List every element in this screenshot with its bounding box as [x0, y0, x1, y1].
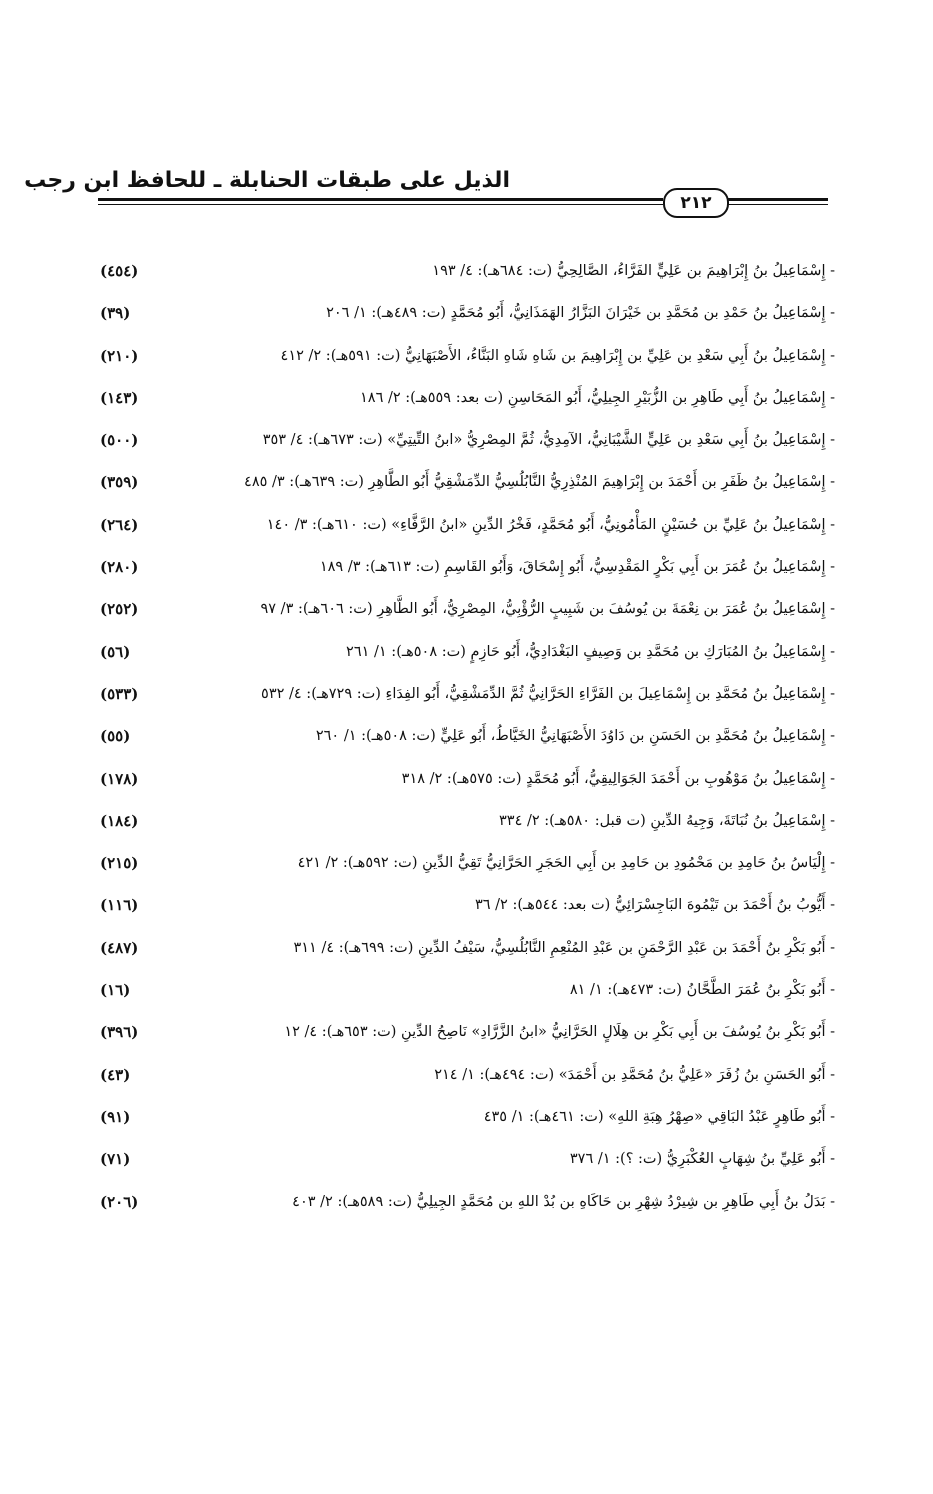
entry-number: (١٦)	[100, 981, 131, 1000]
index-entry	[100, 1056, 835, 1098]
entry-number: (١١٦)	[100, 896, 139, 915]
index-entry	[100, 1140, 835, 1182]
index-entry	[100, 463, 835, 505]
index-entry	[100, 760, 835, 802]
index-entry	[100, 379, 835, 421]
entry-number: (١٨٤)	[100, 811, 139, 830]
entry-text: - إِسْمَاعِيلُ بنُ عَلِيِّ بن حُسَيْنٍ المَأْمُونِيُّ، أَبُو مُحَمَّدٍ، فَخْرُ الدِّينِ «ابنُ الرَّفَّاءِ» (ت: ٦١٠هـ): ٣/ ١٤٠	[266, 516, 835, 533]
index-entry	[100, 421, 835, 463]
header-rule-right	[728, 198, 828, 205]
entry-number: (٤٣)	[100, 1065, 131, 1084]
index-entry	[100, 633, 835, 675]
index-entry	[100, 1183, 835, 1225]
entry-number: (٥٣٣)	[100, 684, 139, 703]
index-entry	[100, 971, 835, 1013]
index-entry	[100, 337, 835, 379]
entry-number: (٢٨٠)	[100, 558, 139, 577]
entry-number: (٣٥٩)	[100, 473, 139, 492]
entry-text: - أَيُّوبُ بنُ أَحْمَدَ بن تَيْمُوهَ البَاجِسْرَائِيُّ (ت بعد: ٥٤٤هـ): ٢/ ٣٦	[474, 897, 835, 914]
entry-text: - أَبُو بَكْرِ بنُ يُوسُفَ بن أَبِي بَكْرِ بن هِلَالٍ الحَرَّانِيُّ «ابنُ الزَّرَّادِ» نَاصِحُ الدِّينِ (ت: ٦٥٣هـ): ٤/ ١٢	[284, 1024, 835, 1041]
entry-text: - إِسْمَاعِيلُ بنُ عُمَرَ بن نِعْمَةَ بن يُوسُفَ بن شَبِيبٍ الرُّؤْبِيُّ، المِصْرِيُّ، أَبُو الطَّاهِرِ (ت: ٦٠٦هـ): ٣/ ٩٧	[260, 601, 835, 618]
index-entry	[100, 675, 835, 717]
entry-text: - إِسْمَاعِيلُ بنُ مُحَمَّدِ بن الحَسَنِ بن دَاوُدَ الأَصْبَهَانِيُّ الخَيَّاطُ، أَبُو عَلِيٍّ (ت: ٥٠٨هـ): ١/ ٢٦٠	[315, 728, 835, 745]
entry-text: - أَبُو بَكْرِ بنُ عُمَرَ الطَّحَّانُ (ت: ٤٧٣هـ): ١/ ٨١	[569, 982, 835, 999]
index-entry	[100, 1013, 835, 1055]
entry-number: (٤٥٤)	[100, 262, 139, 280]
entry-number: (٧١)	[100, 1150, 131, 1169]
entry-text: - إِسْمَاعِيلُ بنُ أَبِي سَعْدِ بن عَلِيِّ بن إِبْرَاهِيمَ بن شَاهِ شَاهِ البَنَّاءُ، الأَصْبَهَانِيُّ (ت: ٥٩١هـ): ٢/ ٤١٢	[280, 347, 835, 364]
entry-text: - أَبُو الحَسَنِ بنُ زُفَرَ «عَلِيُّ بنُ مُحَمَّدِ بن أَحْمَدَ» (ت: ٤٩٤هـ): ١/ ٢١٤	[434, 1066, 835, 1083]
index-entry	[100, 1098, 835, 1140]
page-header	[24, 168, 828, 218]
entry-text: - إِلْيَاسُ بنُ حَامِدِ بن مَحْمُودِ بن حَامِدِ بن أَبِي الحَجَرِ الحَرَّانِيُّ تَقِيُّ الدِّينِ (ت: ٥٩٢هـ): ٢/ ٤٢١	[297, 855, 835, 872]
entry-number: (١٧٨)	[100, 769, 139, 788]
index-entry	[100, 886, 835, 928]
entry-number: (٣٩)	[100, 304, 131, 323]
entry-text: - إِسْمَاعِيلُ بنُ إِبْرَاهِيمَ بن عَلِيٍّ الفَرَّاءُ، الصَّالِحِيُّ (ت: ٦٨٤هـ): ٤/ ١٩٣	[432, 263, 835, 279]
entry-text: - إِسْمَاعِيلُ بنُ ظَفَرِ بن أَحْمَدَ بن إِبْرَاهِيمَ المُنْذِرِيُّ النَّابُلُسِيُّ الدِّمَشْقِيُّ أَبُو الطَّاهِرِ (ت: ٦٣٩هـ): ٣/ ٤٨٥	[244, 474, 835, 491]
entry-text: - إِسْمَاعِيلُ بنُ المُبَارَكِ بن مُحَمَّدِ بن وَصِيفٍ البَغْدَادِيُّ، أَبُو حَازِمٍ (ت: ٥٠٨هـ): ١/ ٢٦١	[346, 643, 835, 660]
entry-number: (٢٥٢)	[100, 600, 139, 619]
entry-text: - بَدَلُ بنُ أَبِي طَاهِرِ بن شِيرْدُ شِهْرِ بن حَاكَاهِ بن بُدْ اللهِ بن مُحَمَّدٍ الجِيلِيُّ (ت: ٥٨٩هـ): ٢/ ٤٠٣	[292, 1193, 835, 1210]
entry-number: (٤٨٧)	[100, 938, 139, 957]
running-title: الذيل على طبقات الحنابلة ـ للحافظ ابن رجب	[24, 168, 510, 193]
entry-number: (٥٥)	[100, 727, 131, 746]
entry-text: - إِسْمَاعِيلُ بنُ نُبَاتَةَ، وَجِيهُ الدِّينِ (ت قبل: ٥٨٠هـ): ٢/ ٣٣٤	[499, 812, 835, 829]
entry-number: (٥٦)	[100, 642, 131, 661]
header-rule-left	[98, 198, 663, 205]
index-list	[100, 252, 835, 1225]
entry-text: - إِسْمَاعِيلُ بنُ أَبِي سَعْدِ بن عَلِيٍّ الشَّيْبَانِيُّ، الآمِدِيُّ، ثُمَّ المِصْرِيُّ «ابنُ التِّيتِيِّ» (ت: ٦٧٣هـ): ٤/ ٣٥٣	[262, 432, 835, 449]
entry-number: (٥٠٠)	[100, 431, 139, 450]
entry-text: - أَبُو بَكْرِ بنُ أَحْمَدَ بن عَبْدِ الرَّحْمَنِ بن عَبْدِ المُنْعِمِ النَّابُلُسِيُّ، سَيْفُ الدِّينِ (ت: ٦٩٩هـ): ٤/ ٣١١	[293, 939, 835, 956]
entry-number: (٢٦٤)	[100, 515, 139, 534]
page-number: ٢١٢	[663, 188, 729, 218]
index-entry	[100, 844, 835, 886]
entry-number: (٢٠٦)	[100, 1192, 139, 1211]
index-entry	[100, 252, 835, 294]
index-entry	[100, 590, 835, 632]
entry-text: - إِسْمَاعِيلُ بنُ أَبِي طَاهِرِ بن الزُّبَيْرِ الجِيلِيُّ، أَبُو المَحَاسِنِ (ت بعد: ٥٥٩هـ): ٢/ ١٨٦	[360, 389, 835, 406]
index-entry	[100, 929, 835, 971]
index-entry	[100, 717, 835, 759]
index-entry	[100, 548, 835, 590]
index-entry	[100, 506, 835, 548]
index-entry	[100, 294, 835, 336]
entry-number: (٩١)	[100, 1107, 131, 1126]
entry-number: (٢١٥)	[100, 854, 139, 873]
entry-text: - إِسْمَاعِيلُ بنُ عُمَرَ بن أَبِي بَكْرٍ المَقْدِسِيُّ، أَبُو إِسْحَاقَ، وَأَبُو القَاسِمِ (ت: ٦١٣هـ): ٣/ ١٨٩	[319, 559, 835, 576]
entry-text: - إِسْمَاعِيلُ بنُ مَوْهُوبِ بن أَحْمَدَ الجَوَالِيقِيُّ، أَبُو مُحَمَّدٍ (ت: ٥٧٥هـ): ٢/ ٣١٨	[401, 770, 835, 787]
entry-number: (٣٩٦)	[100, 1023, 139, 1042]
entry-text: - إِسْمَاعِيلُ بنُ حَمْدِ بن مُحَمَّدِ بن خَيْرَانَ البَزَّارُ الهَمَذَانِيُّ، أَبُو مُحَمَّدٍ (ت: ٤٨٩هـ): ١/ ٢٠٦	[326, 305, 835, 322]
index-entry	[100, 802, 835, 844]
entry-text: - أَبُو طَاهِرٍ عَبْدُ البَاقِي «صِهْرُ هِبَةِ اللهِ» (ت: ٤٦١هـ): ١/ ٤٣٥	[483, 1108, 835, 1125]
entry-text: - إِسْمَاعِيلُ بنُ مُحَمَّدِ بن إِسْمَاعِيلَ بن الفَرَّاءِ الحَرَّانِيُّ ثُمَّ الدِّمَشْقِيُّ، أَبُو الفِدَاءِ (ت: ٧٢٩هـ): ٤/ ٥٣٢	[261, 685, 835, 702]
entry-number: (١٤٣)	[100, 388, 139, 407]
entry-text: - أَبُو عَلِيِّ بنُ شِهَابٍ العُكْبَرِيُّ (ت: ؟): ١/ ٣٧٦	[569, 1151, 835, 1168]
entry-number: (٢١٠)	[100, 346, 139, 365]
